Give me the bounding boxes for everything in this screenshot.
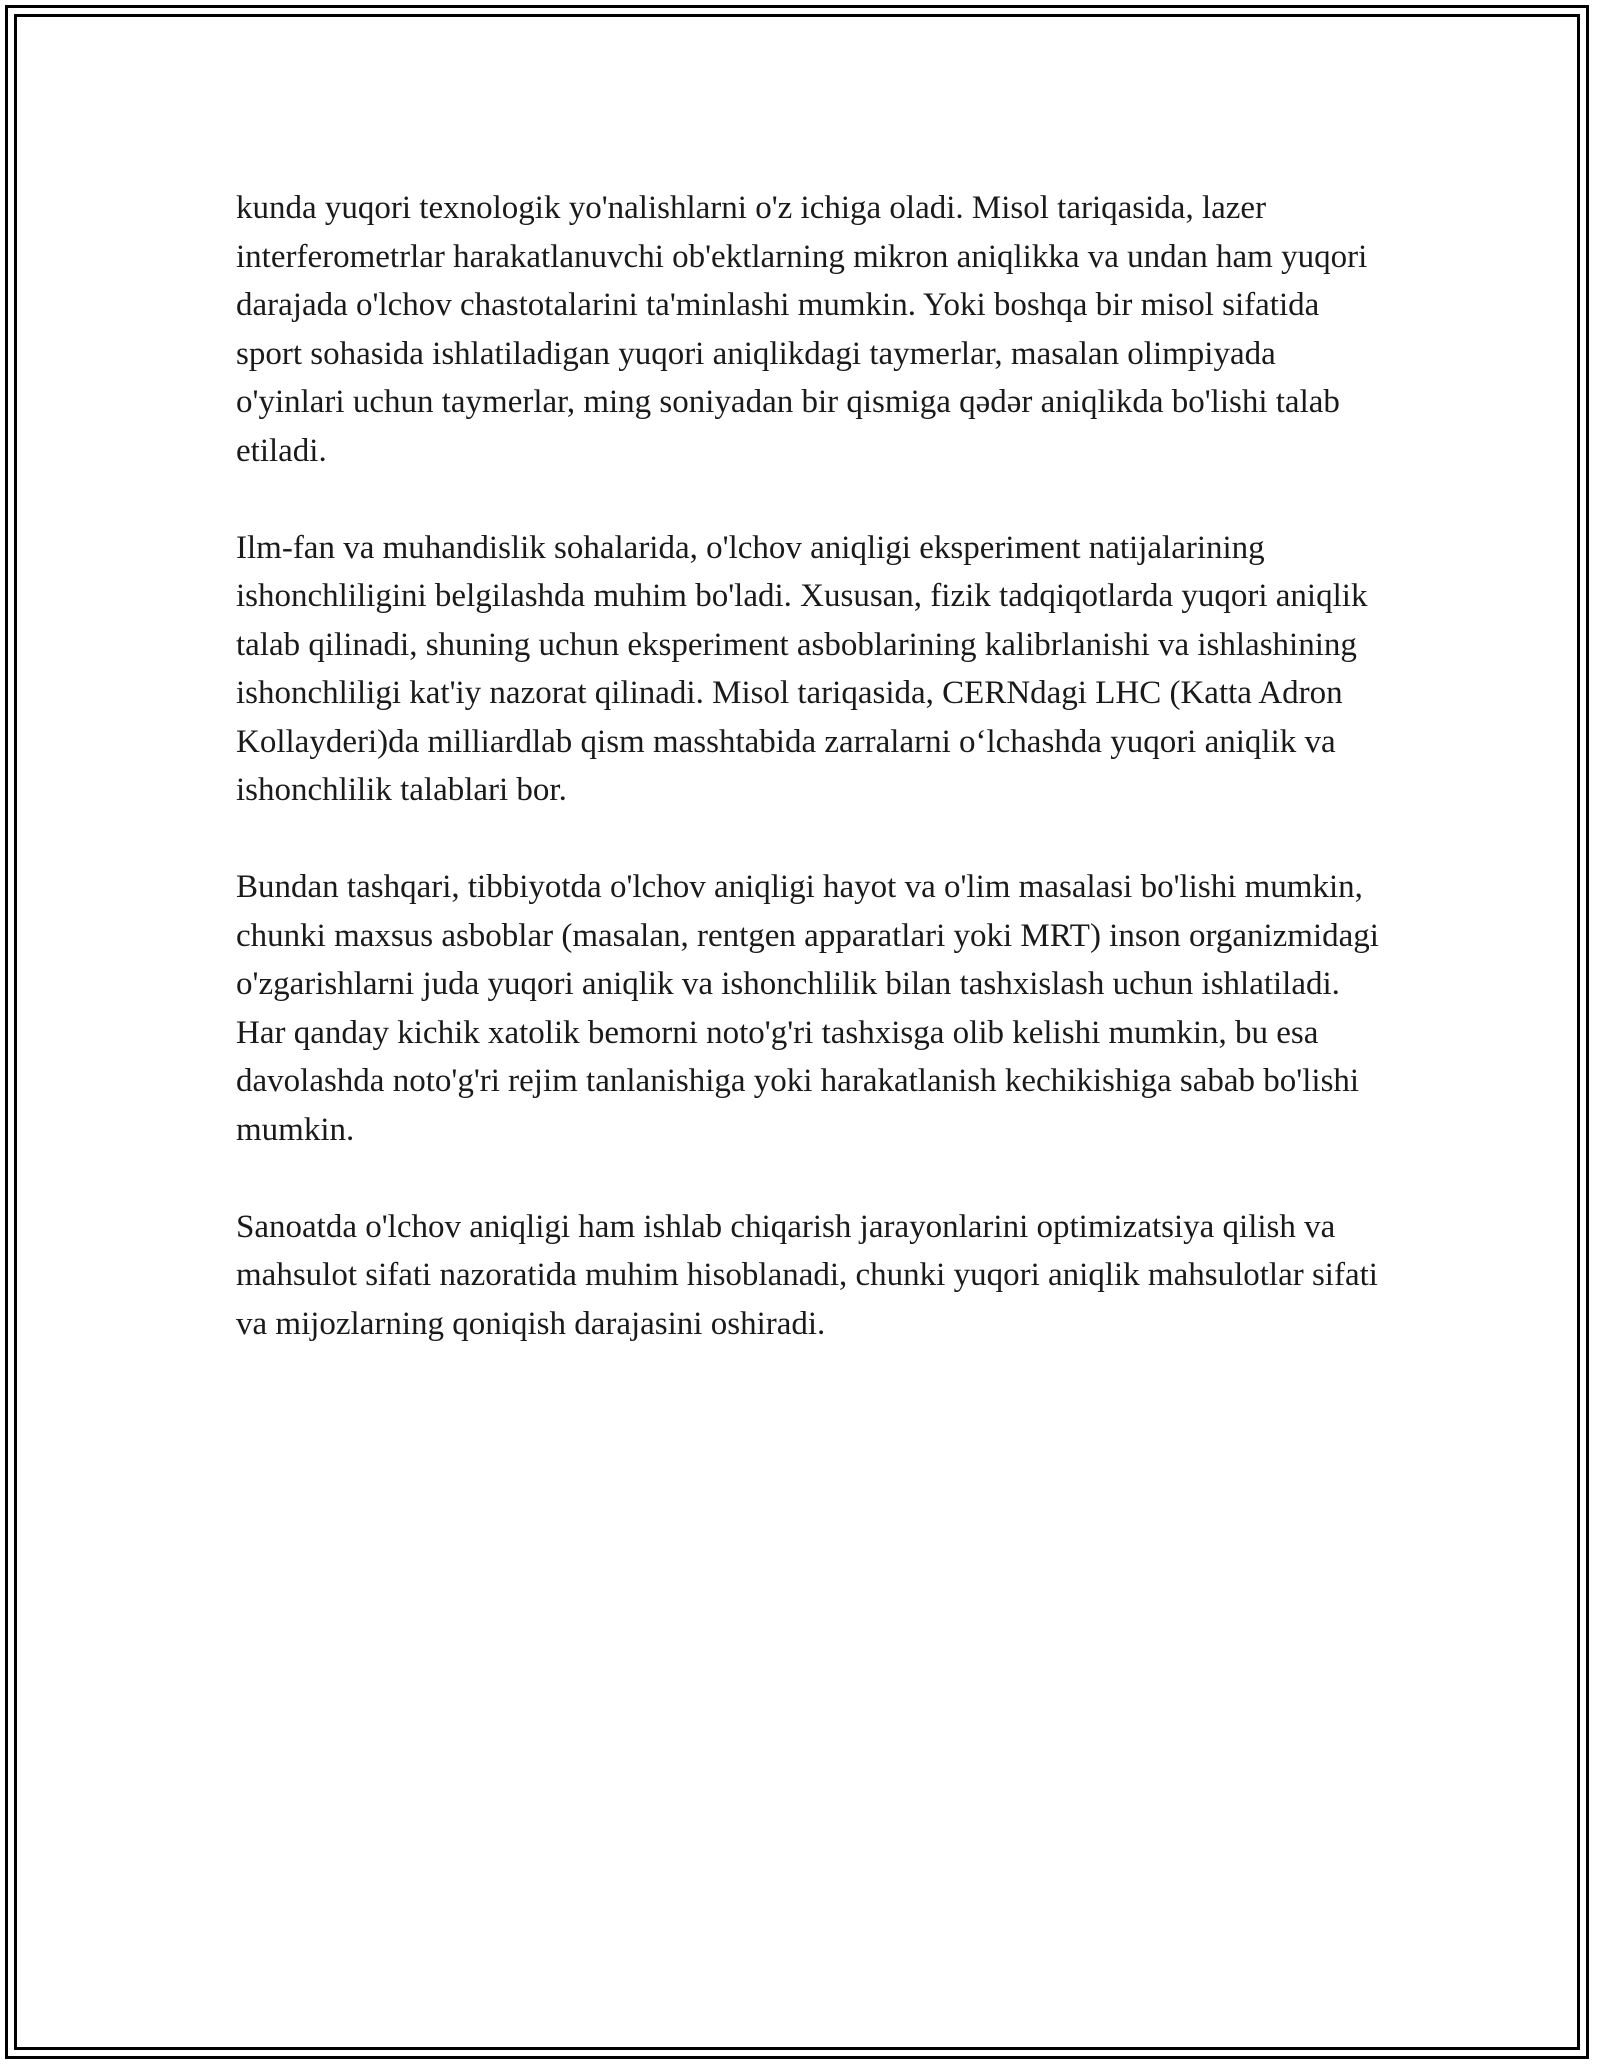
paragraph-4: Sanoatda o'lchov aniqligi ham ishlab chiqarish jarayonlarini optimizatsiya qilish va mahsulot sifati nazoratida muhim hisoblanadi, chunki yuqori aniqlik mahsulotlar sifati va mijozlarning qoniqish darajasini oshiradi. [236,1208,1378,1342]
paragraph-1: kunda yuqori texnologik yo'nalishlarni o'z ichiga oladi. Misol tariqasida, lazer interferometrlar harakatlanuvchi ob'ektlarning mikron aniqlikka va undan ham yuqori darajada o'lchov chastotalarini ta'minlashi mumkin. Yoki boshqa bir misol sifatida sport sohasida ishlatiladigan yuqori aniqlikdagi taymerlar, masalan olimpiyada o'yinlari uchun taymerlar, ming soniyadan bir qismiga qədər aniqlikda bo'lishi talab etiladi. [236,190,1368,469]
paragraph-3: Bundan tashqari, tibbiyotda o'lchov aniqligi hayot va o'lim masalasi bo'lishi mumkin, chunki maxsus asboblar (masalan, rentgen apparatlari yoki MRT) inson organizmidagi o'zgarishlarni juda yuqori aniqlik va ishonchlilik bilan tashxislash uchun ishlatiladi. Har qanday kichik xatolik bemorni noto'g'ri tashxisga olib kelishi mumkin, bu esa davolashda noto'g'ri rejim tanlanishiga yoki harakatlanish kechikishiga sabab bo'lishi mumkin. [236,869,1379,1148]
paragraph-2: Ilm-fan va muhandislik sohalarida, o'lchov aniqligi eksperiment natijalarining ishonchliligini belgilashda muhim bo'ladi. Xususan, fizik tadqiqotlarda yuqori aniqlik talab qilinadi, shuning uchun eksperiment asboblarining kalibrlanishi va ishlashining ishonchliligi kat'iy nazorat qilinadi. Misol tariqasida, CERNdagi LHC (Katta Adron Kollayderi)da milliardlab qism masshtabida zarralarni o‘lchashda yuqori aniqlik va ishonchlilik talablari bor. [236,529,1368,808]
document-body [236,184,1386,1397]
